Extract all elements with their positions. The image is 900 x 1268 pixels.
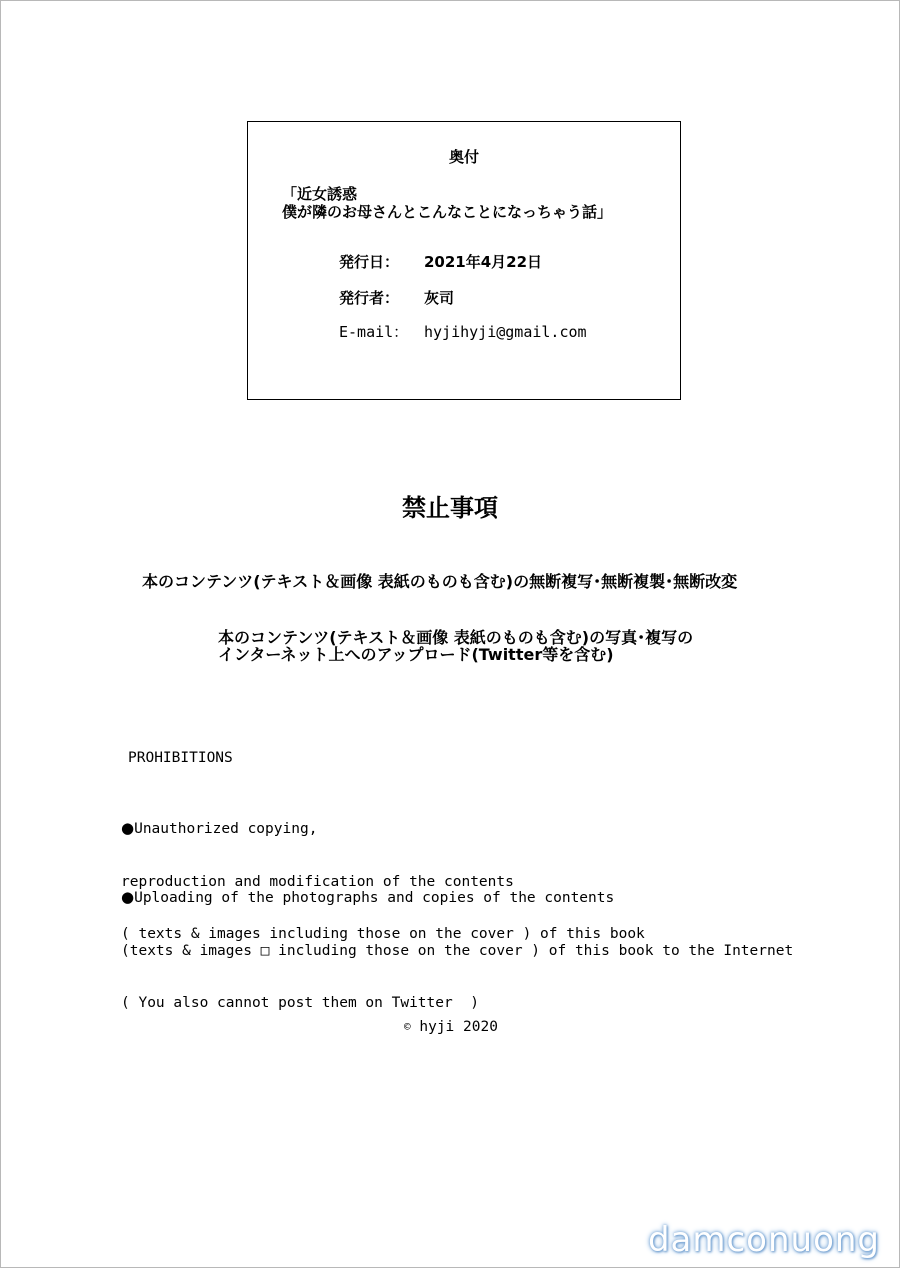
- en-item-1-line-2: reproduction and modification of the contents: [121, 873, 514, 890]
- en-item-2-line-1: [121, 889, 793, 908]
- jp-prohibition-item-1: 本のコンテンツ(テキスト＆画像 表紙のものも含む)の無断複写･無断複製･無断改変: [142, 572, 738, 591]
- en-item-2-line-3: ( You also cannot post them on Twitter ): [121, 995, 479, 1011]
- publisher-label: 発行者：: [339, 289, 400, 307]
- en-item-1-line-1: [121, 820, 645, 839]
- en-item-1-line-3: ( texts & images including those on the cover ) of this book: [121, 926, 645, 942]
- book-title: [282, 185, 612, 221]
- book-title-line-2: 僕が隣のお母さんとこんなことになっちゃう話」: [282, 203, 613, 221]
- book-title-line-1: 「近女誘惑: [282, 185, 358, 203]
- copyright-icon: ©: [404, 1020, 411, 1033]
- issue-date-row: [339, 251, 542, 272]
- colophon-heading: 奥付: [448, 148, 479, 166]
- email-row: [339, 321, 587, 342]
- en-prohibition-item-2: [121, 854, 793, 1030]
- publisher-value: 灰司: [424, 289, 455, 307]
- email-value: hyjihyji@gmail.com: [424, 323, 587, 341]
- en-item-2-line-1-text: Uploading of the photographs and copies of the contents: [134, 890, 615, 906]
- watermark: damconuong: [647, 1220, 880, 1260]
- en-prohibitions-heading: PROHIBITIONS: [128, 750, 233, 766]
- bullet-icon: ●: [121, 888, 135, 906]
- colophon-box: [247, 121, 681, 400]
- issue-date-value: 2021年4月22日: [424, 253, 543, 271]
- email-label: E-mail：: [339, 323, 409, 341]
- copyright: [404, 1019, 498, 1035]
- jp-prohibition-item-2-line-1: 本のコンテンツ(テキスト＆画像 表紙のものも含む)の写真･複写の: [218, 628, 694, 647]
- publisher-row: [339, 287, 454, 308]
- bullet-icon: ●: [121, 819, 135, 837]
- issue-date-label: 発行日：: [339, 253, 400, 271]
- en-item-2-line-2: (texts & images □ including those on the cover ) of this book to the Internet: [121, 942, 794, 959]
- copyright-text: hyji 2020: [410, 1019, 498, 1035]
- en-item-1-line-1-text: Unauthorized copying,: [134, 821, 318, 837]
- prohibitions-heading: 禁止事項: [402, 494, 498, 522]
- jp-prohibition-item-2-line-2: インターネット上へのアップロード(Twitter等を含む): [218, 645, 614, 664]
